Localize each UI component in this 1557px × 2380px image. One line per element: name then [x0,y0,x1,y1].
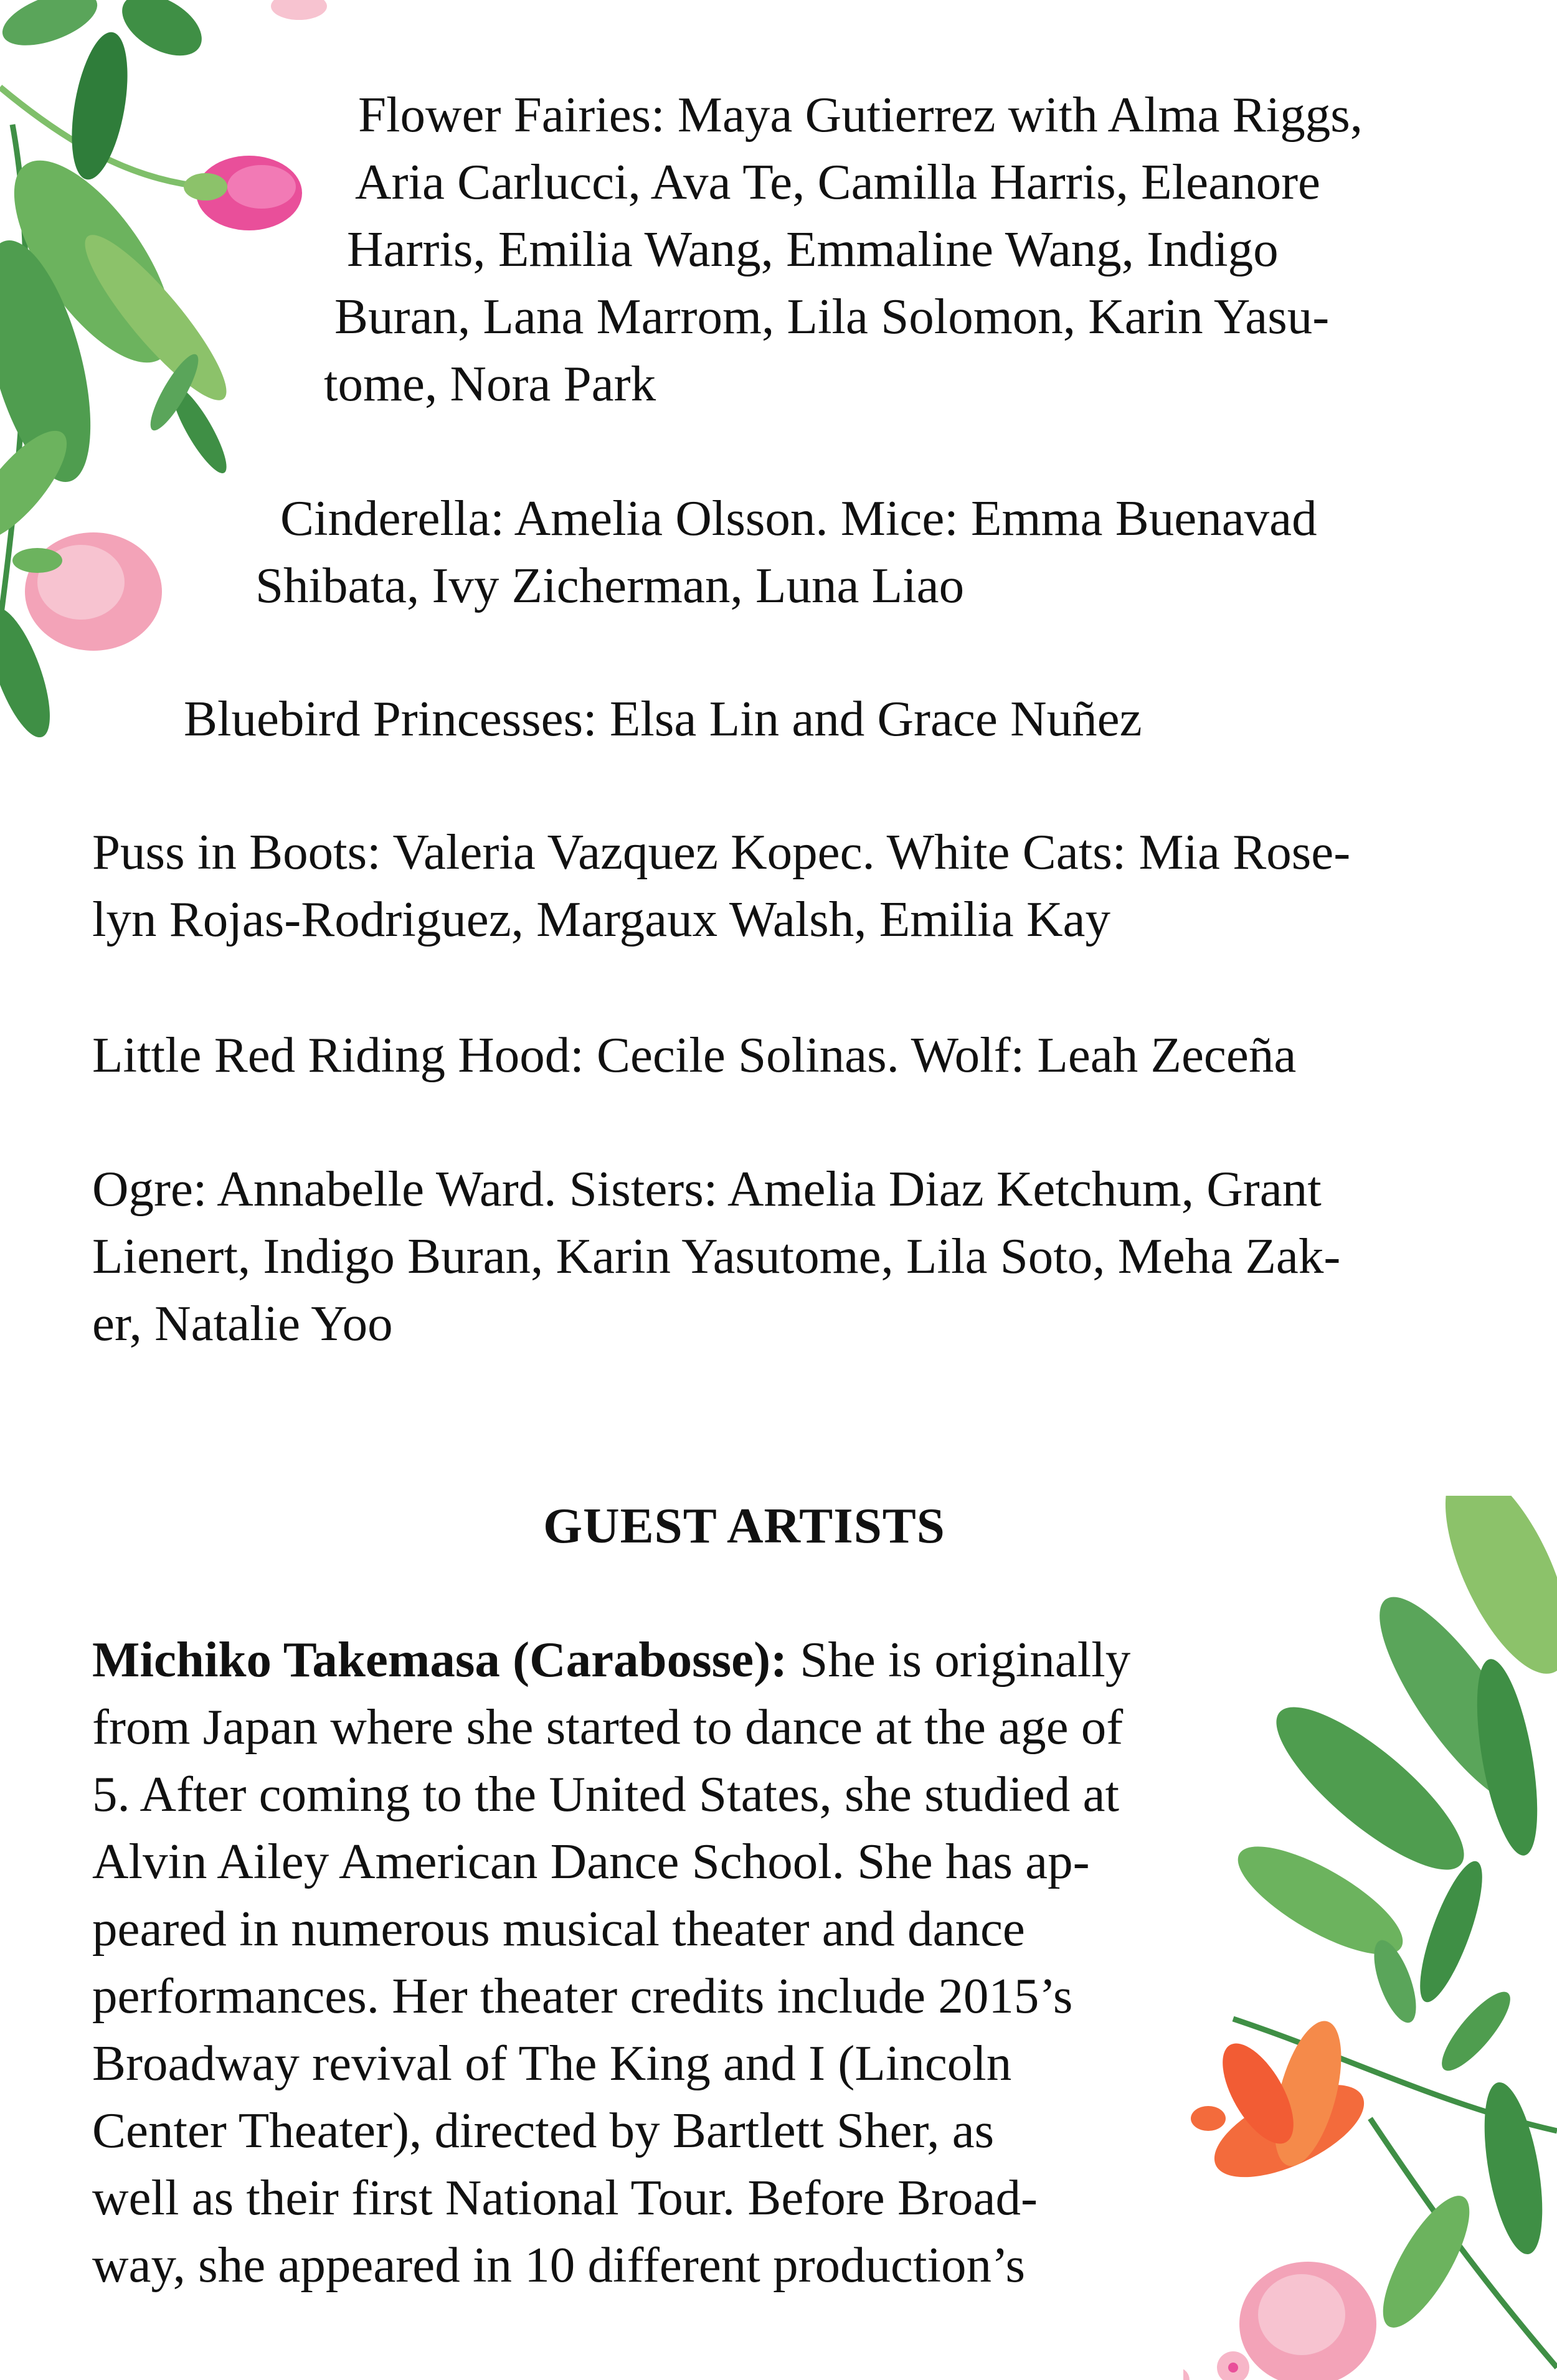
text-line: Puss in Boots: Valeria Vazquez Kopec. White Cats: Mia Rose- [92,824,1351,880]
text-line: Flower Fairies: Maya Gutierrez with Alma Riggs, [358,87,1363,143]
guest-artist-bio [92,1626,1130,2298]
text-line: Little Red Riding Hood: Cecile Solinas. Wolf: Leah Zeceña [92,1027,1297,1083]
text-line: well as their first National Tour. Before Broad- [92,2170,1038,2226]
puss-in-boots-paragraph [92,818,1350,953]
text-line: Shibata, Ivy Zicherman, Luna Liao [255,557,965,613]
text-line: Center Theater), directed by Bartlett Sher, as [92,2102,995,2158]
bluebird-paragraph [184,685,1142,752]
text-line: Alvin Ailey American Dance School. She has ap- [92,1833,1090,1889]
floral-decoration-top-left [0,0,349,747]
text-line: from Japan where she started to dance at the age of [92,1699,1124,1755]
text-line: Harris, Emilia Wang, Emmaline Wang, Indigo [347,221,1279,277]
floral-decoration-bottom-right [1183,1496,1557,2380]
text-line: performances. Her theater credits include 2015’s [92,1968,1073,2024]
cinderella-paragraph [255,484,1317,619]
flower-fairies-paragraph [324,81,1363,417]
artist-name: Michiko Takemasa (Carabosse): [92,1632,788,1688]
red-riding-hood-paragraph [92,1021,1296,1088]
text-line: Lienert, Indigo Buran, Karin Yasutome, Lila Soto, Meha Zak- [92,1228,1341,1284]
guest-artists-heading: GUEST ARTISTS [543,1498,945,1554]
text-line: Cinderella: Amelia Olsson. Mice: Emma Buenavad [280,490,1317,546]
text-line: Ogre: Annabelle Ward. Sisters: Amelia Diaz Ketchum, Grant [92,1161,1322,1217]
text-line: Broadway revival of The King and I (Lincoln [92,2035,1012,2091]
ogre-paragraph [92,1155,1340,1357]
bio-text: She is originally [787,1632,1131,1688]
text-line: way, she appeared in 10 different production’s [92,2237,1026,2293]
text-line [92,1626,1130,1693]
text-line: er, Natalie Yoo [92,1295,393,1351]
text-line: lyn Rojas-Rodriguez, Margaux Walsh, Emilia Kay [92,891,1110,947]
text-line: Buran, Lana Marrom, Lila Solomon, Karin Yasu- [334,288,1330,344]
text-line: tome, Nora Park [324,356,656,412]
text-line: peared in numerous musical theater and dance [92,1901,1025,1957]
text-line: 5. After coming to the United States, she studied at [92,1766,1119,1822]
text-line: Bluebird Princesses: Elsa Lin and Grace Nuñez [184,691,1142,747]
text-line: Aria Carlucci, Ava Te, Camilla Harris, Eleanore [355,154,1320,210]
